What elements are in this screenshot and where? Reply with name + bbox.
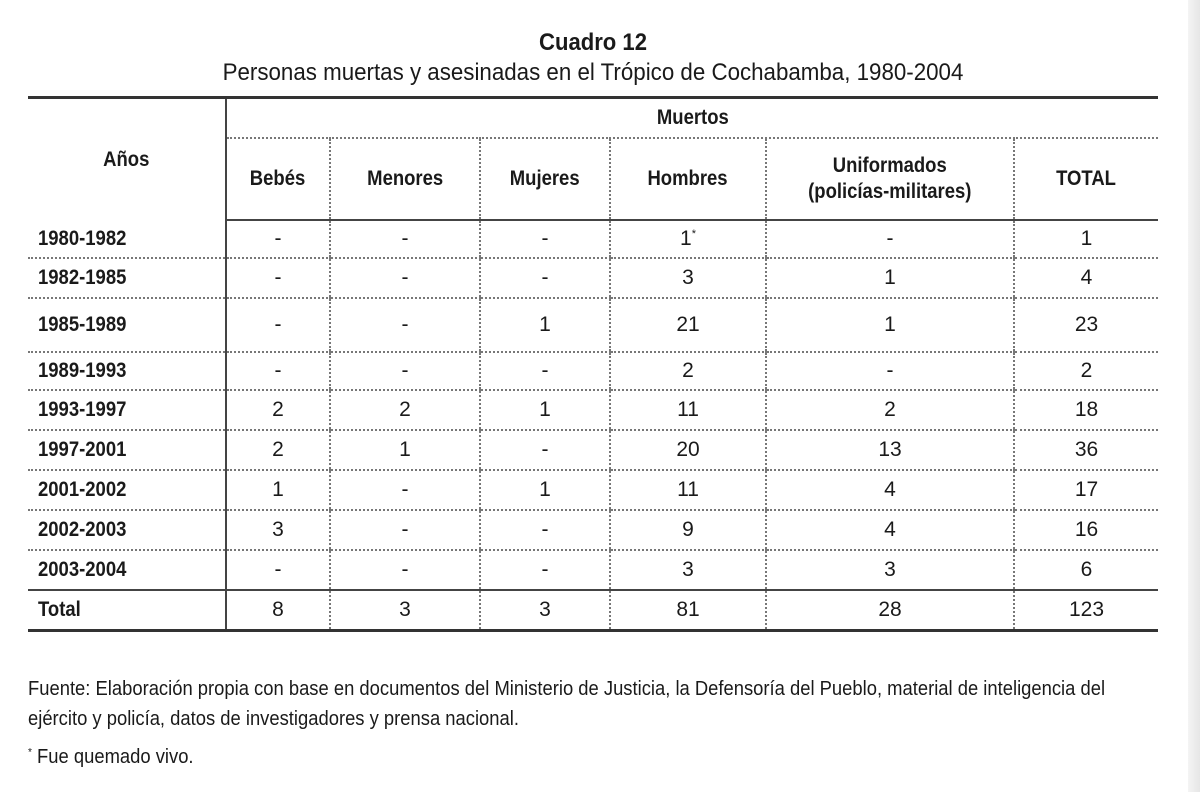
cell-hombres: 20 xyxy=(610,430,766,470)
col-header-hombres: Hombres xyxy=(610,138,766,220)
cell-uniformados: 13 xyxy=(766,430,1014,470)
years-header: Años xyxy=(28,98,226,221)
cell-menores: - xyxy=(330,220,480,258)
cell-total: 6 xyxy=(1014,550,1158,590)
cell-total: 18 xyxy=(1014,390,1158,430)
cell-mujeres: 1 xyxy=(480,298,610,352)
col-header-menores: Menores xyxy=(330,138,480,220)
table-row xyxy=(28,550,1158,590)
cell-total: 36 xyxy=(1014,430,1158,470)
footnote-mark: * xyxy=(28,746,32,759)
cell-menores: - xyxy=(330,510,480,550)
muertos-group-header: Muertos xyxy=(226,98,1158,139)
cell-uniformados: 1 xyxy=(766,298,1014,352)
cell-bebes: 2 xyxy=(226,390,330,430)
table-row xyxy=(28,352,1158,390)
cell-uniformados: 4 xyxy=(766,470,1014,510)
cell-total: 4 xyxy=(1014,258,1158,298)
cell-bebes: - xyxy=(226,220,330,258)
year-cell: 1982-1985 xyxy=(28,258,226,298)
cell-uniformados: 3 xyxy=(766,550,1014,590)
cell-mujeres: - xyxy=(480,352,610,390)
col-header-bebes: Bebés xyxy=(226,138,330,220)
cell-total: 16 xyxy=(1014,510,1158,550)
cell-total: 123 xyxy=(1014,590,1158,630)
cell-mujeres: 3 xyxy=(480,590,610,630)
table-row xyxy=(28,390,1158,430)
cell-hombres: 2 xyxy=(610,352,766,390)
cell-bebes: 3 xyxy=(226,510,330,550)
year-cell: 1989-1993 xyxy=(28,352,226,390)
year-cell: 1985-1989 xyxy=(28,298,226,352)
cell-menores: 3 xyxy=(330,590,480,630)
cell-uniformados: - xyxy=(766,220,1014,258)
source-note: Fuente: Elaboración propia con base en documentos del Ministerio de Justicia, la Defensoría del Pueblo, material de inteligencia del ejército y policía, datos de investigadores y prensa nacional. xyxy=(28,678,1106,730)
total-row xyxy=(28,590,1158,630)
year-cell: Total xyxy=(28,590,226,630)
cell-menores: 2 xyxy=(330,390,480,430)
footnote xyxy=(28,742,1077,772)
cell-menores: - xyxy=(330,352,480,390)
table-row xyxy=(28,470,1158,510)
cell-total: 1 xyxy=(1014,220,1158,258)
col-header-uniformados: Uniformados (policías-militares) xyxy=(766,138,1014,220)
cell-menores: - xyxy=(330,470,480,510)
cell-menores: 1 xyxy=(330,430,480,470)
document-page xyxy=(28,28,1158,632)
cell-menores: - xyxy=(330,258,480,298)
cell-uniformados: 2 xyxy=(766,390,1014,430)
cell-bebes: - xyxy=(226,550,330,590)
cell-uniformados: 28 xyxy=(766,590,1014,630)
cell-hombres: 81 xyxy=(610,590,766,630)
year-cell: 2001-2002 xyxy=(28,470,226,510)
cell-hombres: 11 xyxy=(610,390,766,430)
notes xyxy=(28,674,1168,772)
cell-menores: - xyxy=(330,298,480,352)
cell-bebes: - xyxy=(226,352,330,390)
table-subtitle: Personas muertas y asesinadas en el Trópico de Cochabamba, 1980-2004 xyxy=(222,59,964,86)
cell-mujeres: - xyxy=(480,510,610,550)
col-header-mujeres: Mujeres xyxy=(480,138,610,220)
cell-hombres: 3 xyxy=(610,258,766,298)
cell-total: 23 xyxy=(1014,298,1158,352)
table-body xyxy=(28,220,1158,630)
col-header-total: TOTAL xyxy=(1014,138,1158,220)
table-title: Cuadro 12 xyxy=(539,29,647,56)
cell-bebes: 2 xyxy=(226,430,330,470)
cell-uniformados: 4 xyxy=(766,510,1014,550)
deaths-table xyxy=(28,96,1158,632)
page-edge-shadow xyxy=(1188,0,1200,792)
cell-menores: - xyxy=(330,550,480,590)
cell-mujeres: 1 xyxy=(480,390,610,430)
table-row xyxy=(28,258,1158,298)
cell-mujeres: - xyxy=(480,550,610,590)
cell-uniformados: 1 xyxy=(766,258,1014,298)
cell-hombres: 9 xyxy=(610,510,766,550)
table-row xyxy=(28,220,1158,258)
cell-mujeres: - xyxy=(480,220,610,258)
cell-bebes: - xyxy=(226,298,330,352)
year-cell: 1997-2001 xyxy=(28,430,226,470)
footnote-text: Fue quemado vivo. xyxy=(31,746,194,768)
cell-total: 17 xyxy=(1014,470,1158,510)
cell-hombres: 11 xyxy=(610,470,766,510)
cell-mujeres: - xyxy=(480,258,610,298)
cell-uniformados: - xyxy=(766,352,1014,390)
table-row xyxy=(28,430,1158,470)
year-cell: 2003-2004 xyxy=(28,550,226,590)
year-cell: 1993-1997 xyxy=(28,390,226,430)
table-row xyxy=(28,510,1158,550)
cell-mujeres: - xyxy=(480,430,610,470)
year-cell: 1980-1982 xyxy=(28,220,226,258)
table-row xyxy=(28,298,1158,352)
cell-hombres: 21 xyxy=(610,298,766,352)
cell-bebes: 1 xyxy=(226,470,330,510)
cell-mujeres: 1 xyxy=(480,470,610,510)
cell-bebes: - xyxy=(226,258,330,298)
year-cell: 2002-2003 xyxy=(28,510,226,550)
cell-hombres: 1* xyxy=(610,220,766,258)
cell-bebes: 8 xyxy=(226,590,330,630)
footnote-mark: * xyxy=(691,228,696,240)
cell-hombres: 3 xyxy=(610,550,766,590)
cell-total: 2 xyxy=(1014,352,1158,390)
